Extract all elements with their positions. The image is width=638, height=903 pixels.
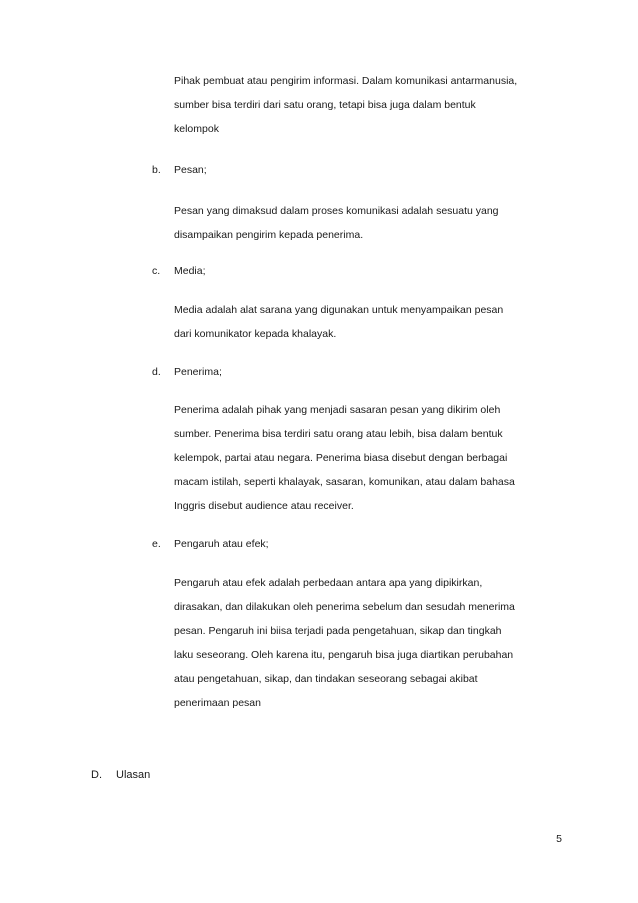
list-item-letter: b. bbox=[152, 164, 161, 176]
intro-paragraph bbox=[174, 69, 574, 141]
list-item-heading-e bbox=[152, 538, 269, 550]
list-item-body-c bbox=[174, 298, 574, 346]
paragraph-line: kelempok, partai atau negara. Penerima biasa disebut dengan berbagai bbox=[174, 452, 508, 464]
paragraph-line: Pihak pembuat atau pengirim informasi. Dalam komunikasi antarmanusia, bbox=[174, 75, 518, 87]
paragraph-line: macam istilah, seperti khalayak, sasaran, komunikan, atau dalam bahasa bbox=[174, 476, 515, 488]
section-letter: D. bbox=[91, 769, 102, 781]
paragraph-line: Pengaruh atau efek adalah perbedaan antara apa yang dipikirkan, bbox=[174, 577, 483, 589]
paragraph-line: Penerima adalah pihak yang menjadi sasaran pesan yang dikirim oleh bbox=[174, 404, 501, 416]
list-item-body-e bbox=[174, 571, 574, 715]
page-number: 5 bbox=[556, 833, 562, 845]
paragraph-line: sumber bisa terdiri dari satu orang, tetapi bisa juga dalam bentuk bbox=[174, 99, 476, 111]
paragraph-line: kelompok bbox=[174, 123, 219, 135]
list-item-title: Media; bbox=[174, 265, 206, 277]
list-item-body-d bbox=[174, 398, 574, 518]
section-heading bbox=[91, 769, 150, 781]
list-item-title: Penerima; bbox=[174, 366, 222, 378]
list-item-letter: d. bbox=[152, 366, 161, 378]
paragraph-line: sumber. Penerima bisa terdiri satu orang atau lebih, bisa dalam bentuk bbox=[174, 428, 503, 440]
paragraph-line: Pesan yang dimaksud dalam proses komunikasi adalah sesuatu yang bbox=[174, 205, 499, 217]
paragraph-line: disampaikan pengirim kepada penerima. bbox=[174, 229, 364, 241]
paragraph-line: laku seseorang. Oleh karena itu, pengaruh bisa juga diartikan perubahan bbox=[174, 649, 514, 661]
list-item-letter: e. bbox=[152, 538, 161, 550]
paragraph-line: Inggris disebut audience atau receiver. bbox=[174, 500, 354, 512]
list-item-body-b bbox=[174, 199, 574, 247]
section-title: Ulasan bbox=[116, 769, 151, 781]
paragraph-line: pesan. Pengaruh ini biisa terjadi pada pengetahuan, sikap dan tingkah bbox=[174, 625, 502, 637]
list-item-letter: c. bbox=[152, 265, 161, 277]
list-item-heading-b bbox=[152, 164, 207, 176]
list-item-heading-d bbox=[152, 366, 222, 378]
list-item-title: Pengaruh atau efek; bbox=[174, 538, 269, 550]
paragraph-line: dirasakan, dan dilakukan oleh penerima sebelum dan sesudah menerima bbox=[174, 601, 515, 613]
paragraph-line: Media adalah alat sarana yang digunakan untuk menyampaikan pesan bbox=[174, 304, 504, 316]
list-item-heading-c bbox=[152, 265, 206, 277]
list-item-title: Pesan; bbox=[174, 164, 207, 176]
paragraph-line: dari komunikator kepada khalayak. bbox=[174, 328, 337, 340]
paragraph-line: penerimaan pesan bbox=[174, 697, 261, 709]
paragraph-line: atau pengetahuan, sikap, dan tindakan seseorang sebagai akibat bbox=[174, 673, 478, 685]
